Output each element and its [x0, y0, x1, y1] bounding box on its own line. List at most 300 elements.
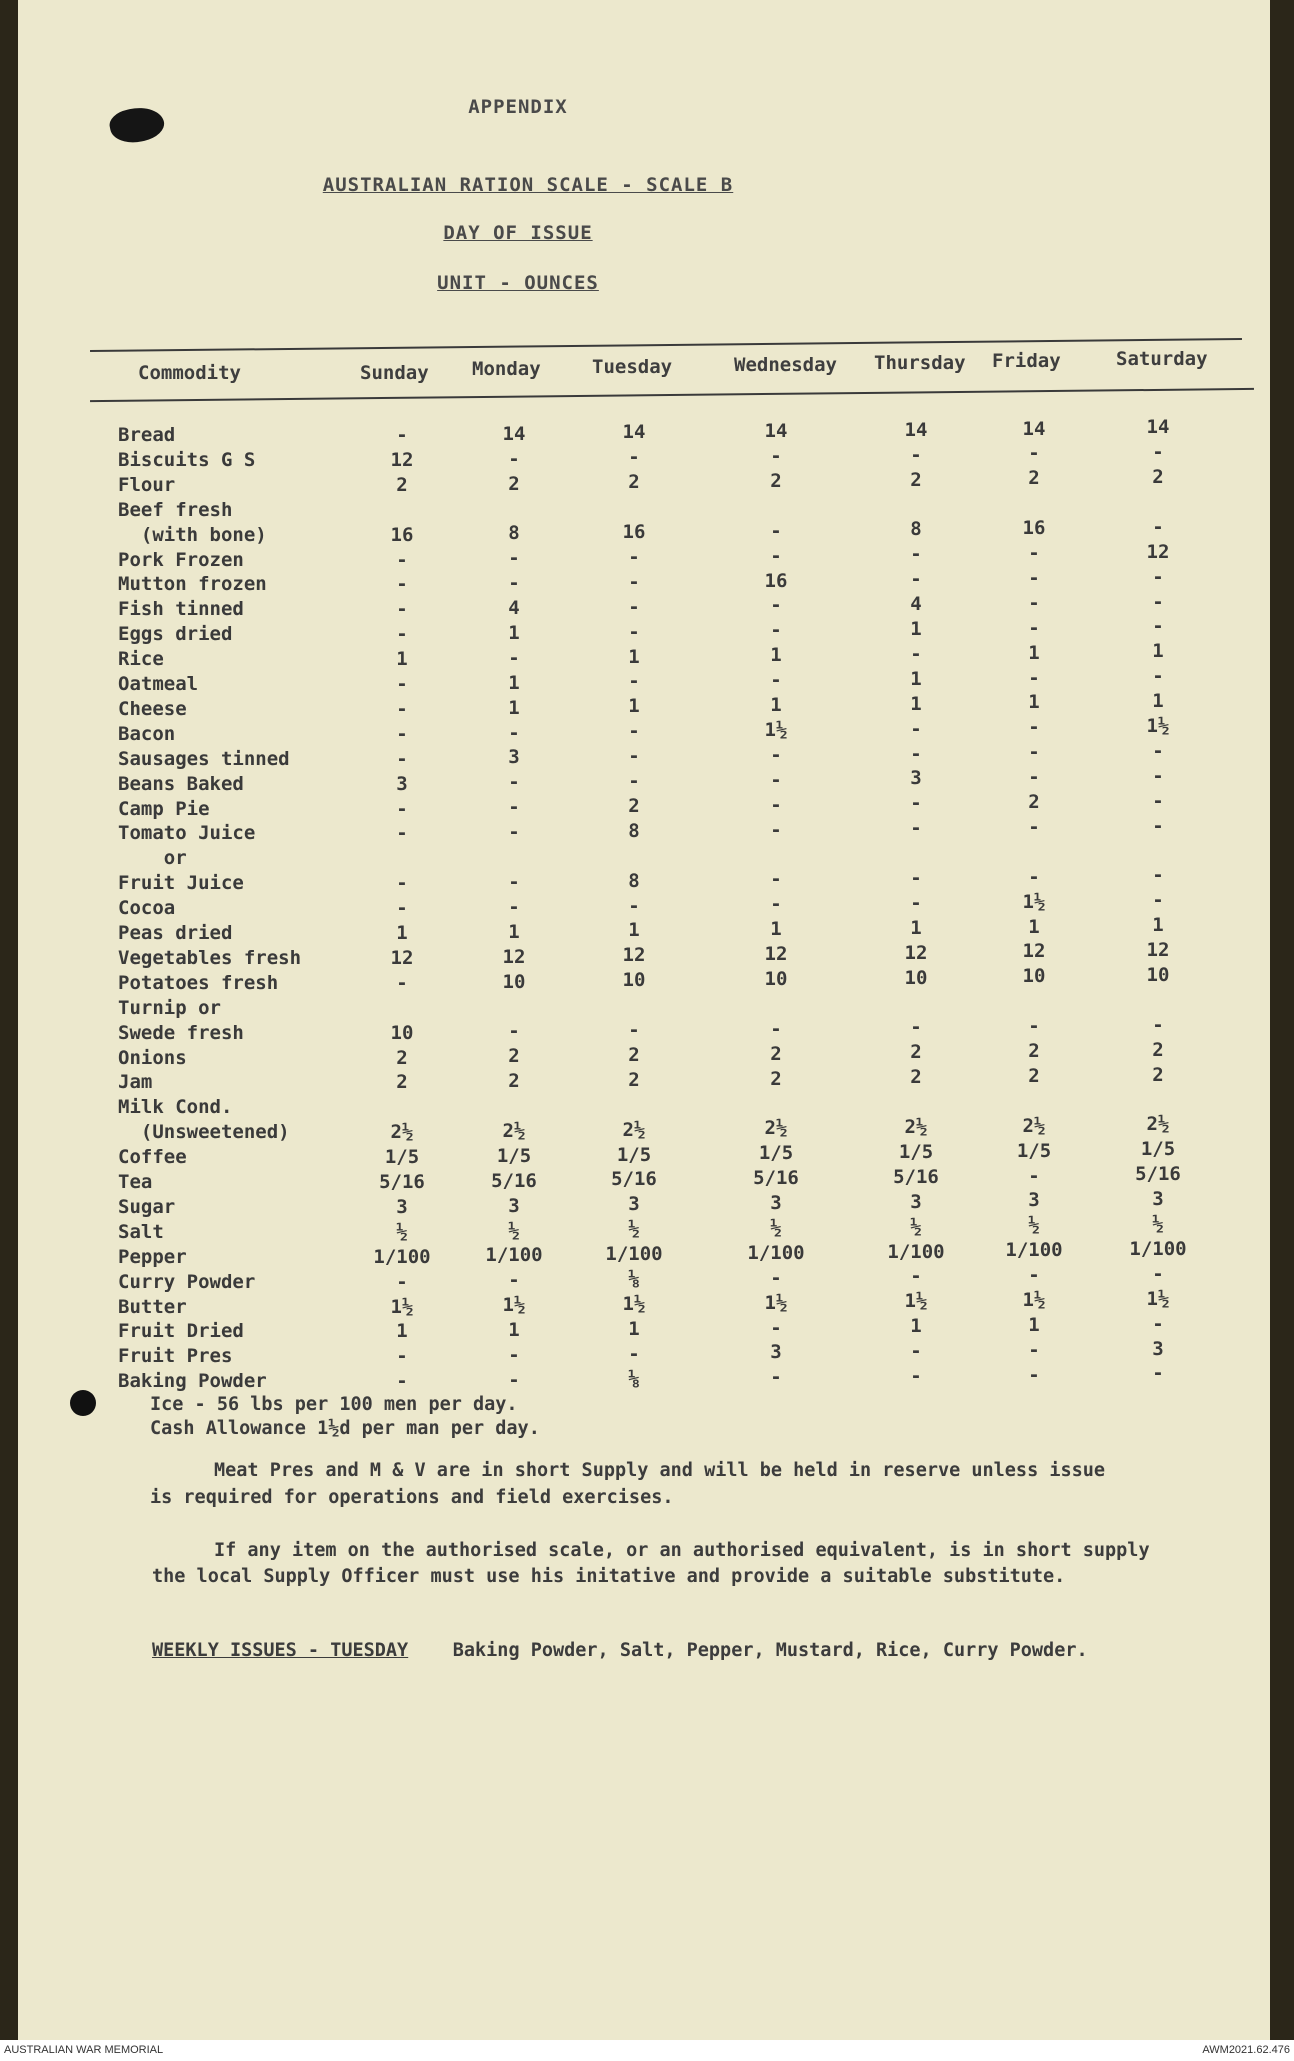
day-header-saturday: Saturday: [1116, 348, 1208, 370]
table-cell: 1½: [1146, 1287, 1170, 1310]
commodity-label: Fish tinned: [118, 598, 244, 621]
ration-table: [18, 0, 1270, 2040]
table-cell: 2: [1028, 467, 1040, 490]
table-cell: -: [910, 717, 922, 740]
table-cell: -: [770, 445, 782, 467]
commodity-label: Fruit Dried: [118, 1320, 244, 1343]
commodity-label: or: [118, 847, 187, 870]
table-cell: -: [508, 771, 520, 794]
table-cell: -: [396, 872, 408, 895]
table-cell: -: [1152, 889, 1164, 912]
table-cell: 2½: [390, 1121, 414, 1144]
table-cell: 1: [396, 922, 408, 944]
table-cell: 12: [764, 943, 788, 965]
table-cell: 5/16: [491, 1169, 537, 1192]
table-cell: -: [396, 722, 408, 745]
table-cell: -: [508, 1368, 520, 1391]
commodity-label: Cheese: [118, 697, 187, 720]
table-cell: ½: [910, 1215, 922, 1238]
weekly-issues-items: Baking Powder, Salt, Pepper, Mustard, Rice, Curry Powder.: [452, 1640, 1088, 1661]
table-cell: -: [1152, 764, 1164, 787]
table-cell: -: [910, 1265, 922, 1288]
table-cell: 2½: [764, 1117, 788, 1140]
commodity-label: Peas dried: [118, 922, 233, 944]
table-cell: -: [396, 1270, 408, 1293]
table-cell: -: [1028, 1264, 1040, 1287]
table-cell: 8: [628, 869, 640, 892]
table-cell: 1/5: [1140, 1138, 1176, 1161]
table-cell: 3: [396, 772, 408, 795]
table-cell: 1/5: [1016, 1139, 1052, 1162]
table-cell: 1½: [390, 1295, 414, 1318]
table-cell: 12: [390, 448, 414, 471]
table-cell: 2: [396, 473, 408, 496]
commodity-label: Baking Powder: [118, 1370, 267, 1393]
table-cell: 1½: [904, 1290, 928, 1313]
table-cell: 10: [390, 1021, 414, 1044]
table-cell: ½: [1028, 1214, 1040, 1237]
table-cell: 1½: [1022, 1289, 1046, 1311]
table-cell: -: [508, 821, 520, 844]
table-cell: 16: [764, 569, 788, 592]
commodity-label: Swede fresh: [118, 1021, 244, 1044]
table-cell: 1½: [502, 1294, 526, 1317]
table-cell: ½: [508, 1219, 520, 1242]
table-cell: 2: [508, 1070, 520, 1093]
table-cell: -: [770, 768, 782, 791]
table-cell: 1/100: [485, 1244, 543, 1267]
table-cell: -: [770, 1316, 782, 1339]
table-cell: 2: [1028, 1040, 1040, 1062]
table-cell: -: [770, 893, 782, 916]
table-cell: 2: [628, 1043, 640, 1066]
table-cell: 1: [508, 621, 520, 644]
table-cell: 1/100: [1129, 1237, 1187, 1260]
commodity-label: Butter: [118, 1295, 187, 1318]
table-cell: -: [1152, 515, 1164, 538]
supply-note-line2: the local Supply Officer must use his initative and provide a suitable substitute.: [152, 1566, 1066, 1587]
table-cell: 1: [1152, 914, 1164, 937]
table-cell: 10: [904, 966, 928, 989]
weekly-issues-label: WEEKLY ISSUES - TUESDAY: [152, 1640, 409, 1661]
table-cell: -: [396, 623, 408, 646]
table-cell: 1: [910, 1315, 922, 1338]
table-cell: -: [396, 673, 408, 695]
table-cell: 1: [910, 667, 922, 690]
table-cell: 1: [628, 645, 640, 668]
table-cell: 8: [628, 819, 640, 842]
commodity-label: Beans Baked: [118, 772, 244, 795]
commodity-label: Potatoes fresh: [118, 971, 279, 994]
table-cell: -: [770, 818, 782, 841]
commodity-label: Fruit Juice: [118, 872, 244, 895]
table-cell: -: [1028, 815, 1040, 838]
commodity-label: Eggs dried: [118, 623, 233, 646]
table-cell: 1½: [1146, 715, 1170, 737]
table-cell: ⅛: [628, 1268, 640, 1290]
table-cell: ½: [1152, 1213, 1164, 1235]
table-cell: 3: [396, 1195, 408, 1218]
table-cell: 16: [622, 521, 646, 543]
table-cell: 12: [1146, 540, 1170, 563]
table-cell: -: [628, 745, 640, 768]
commodity-label: (with bone): [118, 523, 267, 546]
table-cell: 3: [770, 1341, 782, 1364]
table-cell: -: [508, 572, 520, 595]
table-cell: -: [628, 770, 640, 792]
table-cell: 16: [390, 523, 414, 546]
table-cell: -: [628, 670, 640, 693]
table-cell: -: [628, 1342, 640, 1365]
commodity-header: Commodity: [138, 362, 241, 384]
table-cell: 2: [770, 1067, 782, 1090]
table-cell: -: [628, 595, 640, 618]
scale-title: AUSTRALIAN RATION SCALE - SCALE B: [322, 174, 734, 196]
table-cell: -: [1152, 864, 1164, 887]
table-cell: -: [910, 891, 922, 914]
table-cell: 5/16: [1135, 1163, 1181, 1186]
table-cell: -: [628, 570, 640, 593]
table-cell: 1/100: [747, 1241, 805, 1264]
table-cell: 2: [396, 1071, 408, 1094]
day-header-sunday: Sunday: [360, 362, 429, 384]
day-header-friday: Friday: [992, 350, 1061, 372]
table-cell: 3: [910, 1190, 922, 1213]
table-cell: -: [910, 443, 922, 466]
table-cell: 10: [764, 967, 788, 990]
table-cell: -: [628, 894, 640, 917]
ice-note: Ice - 56 lbs per 100 men per day.: [150, 1394, 518, 1415]
table-cell: -: [770, 1017, 782, 1040]
table-cell: 14: [502, 422, 526, 445]
table-cell: -: [508, 1020, 520, 1043]
cash-allowance-note: Cash Allowance 1½d per man per day.: [150, 1418, 540, 1439]
table-cell: 12: [904, 941, 928, 964]
table-cell: -: [396, 598, 408, 621]
table-cell: ⅛: [628, 1367, 640, 1390]
table-cell: -: [1028, 566, 1040, 589]
meat-pres-note-line2: is required for operations and field exercises.: [150, 1487, 674, 1508]
table-cell: -: [396, 424, 408, 446]
table-cell: 2: [628, 1068, 640, 1091]
table-cell: -: [910, 867, 922, 889]
table-cell: -: [1152, 1262, 1164, 1285]
table-cell: 5/16: [893, 1165, 939, 1188]
table-cell: 2: [910, 1041, 922, 1064]
table-cell: -: [1028, 1363, 1040, 1386]
day-of-issue-title: DAY OF ISSUE: [443, 222, 593, 244]
table-cell: 14: [1022, 417, 1046, 440]
table-cell: ½: [628, 1218, 640, 1241]
table-cell: -: [910, 568, 922, 591]
commodity-label: Beef fresh: [118, 498, 233, 521]
table-cell: -: [770, 619, 782, 642]
table-cell: 1: [628, 1317, 640, 1340]
table-cell: -: [770, 868, 782, 891]
table-cell: -: [508, 1344, 520, 1366]
table-cell: 5/16: [379, 1171, 425, 1193]
table-cell: -: [910, 1365, 922, 1387]
commodity-label: Turnip or: [118, 996, 221, 1019]
commodity-label: Camp Pie: [118, 797, 210, 820]
commodity-label: Salt: [118, 1220, 164, 1243]
commodity-label: Bacon: [118, 722, 176, 745]
commodity-label: Oatmeal: [118, 673, 199, 695]
table-cell: -: [628, 720, 640, 743]
table-cell: 1: [1152, 640, 1164, 663]
table-cell: 1: [508, 1319, 520, 1342]
table-cell: 2: [1152, 1038, 1164, 1061]
table-cell: -: [1152, 814, 1164, 837]
table-cell: 12: [502, 945, 526, 968]
table-cell: 12: [390, 946, 414, 969]
table-cell: 8: [508, 522, 520, 545]
table-cell: -: [628, 1019, 640, 1041]
table-cell: -: [396, 697, 408, 720]
table-cell: 2: [770, 1042, 782, 1065]
table-cell: -: [508, 870, 520, 893]
table-cell: -: [1152, 1362, 1164, 1385]
table-cell: -: [396, 548, 408, 571]
table-cell: -: [910, 792, 922, 815]
table-cell: 2: [1152, 1063, 1164, 1086]
table-cell: -: [396, 822, 408, 845]
table-cell: 12: [622, 944, 646, 967]
table-cell: -: [1028, 1015, 1040, 1038]
commodity-label: Onions: [118, 1046, 187, 1069]
table-cell: -: [1152, 590, 1164, 613]
table-cell: ½: [396, 1220, 408, 1243]
day-header-wednesday: Wednesday: [734, 354, 837, 376]
table-cell: 1: [770, 644, 782, 667]
commodity-label: Curry Powder: [118, 1270, 256, 1293]
table-cell: 3: [508, 746, 520, 769]
commodity-label: Sugar: [118, 1195, 176, 1218]
table-cell: 3: [770, 1192, 782, 1214]
table-cell: 1: [910, 618, 922, 640]
commodity-label: Mutton frozen: [118, 573, 267, 596]
table-cell: -: [508, 796, 520, 819]
table-cell: -: [910, 642, 922, 665]
table-cell: -: [628, 620, 640, 643]
table-cell: -: [1152, 615, 1164, 638]
weekly-issues-line: [152, 1640, 1088, 1661]
table-cell: -: [396, 897, 408, 920]
table-cell: -: [910, 742, 922, 765]
table-cell: 4: [508, 597, 520, 619]
table-cell: -: [396, 747, 408, 770]
commodity-label: Pepper: [118, 1245, 187, 1268]
commodity-label: Fruit Pres: [118, 1345, 233, 1368]
table-cell: 1: [1028, 915, 1040, 938]
table-cell: -: [508, 447, 520, 470]
table-cell: 14: [764, 420, 788, 443]
table-cell: -: [910, 1016, 922, 1039]
footer-right: AWM2021.62.476: [1202, 2044, 1290, 2056]
commodity-label: Cocoa: [118, 897, 176, 920]
table-cell: 2: [396, 1046, 408, 1069]
meat-pres-note-line1: Meat Pres and M & V are in short Supply and will be held in reserve unless issue: [214, 1460, 1106, 1481]
table-cell: -: [910, 1340, 922, 1363]
table-cell: 3: [1152, 1337, 1164, 1360]
commodity-label: Milk Cond.: [118, 1096, 233, 1119]
table-cell: 3: [910, 767, 922, 790]
commodity-label: Coffee: [118, 1146, 187, 1169]
table-cell: 5/16: [753, 1167, 799, 1190]
table-cell: -: [1152, 789, 1164, 812]
table-cell: 1: [1152, 690, 1164, 713]
table-cell: 1½: [1022, 890, 1046, 913]
table-cell: 2½: [1146, 1113, 1170, 1136]
table-cell: 2: [508, 472, 520, 495]
table-cell: -: [1028, 716, 1040, 739]
table-cell: 1: [508, 671, 520, 694]
table-cell: 1: [508, 696, 520, 719]
footer-left: AUSTRALIAN WAR MEMORIAL: [4, 2044, 164, 2056]
table-cell: 3: [1028, 1189, 1040, 1212]
table-cell: -: [1152, 441, 1164, 464]
commodity-label: Tomato Juice: [118, 822, 256, 845]
table-cell: 1: [1028, 1313, 1040, 1336]
table-cell: 2½: [1022, 1114, 1046, 1137]
table-cell: 2: [508, 1045, 520, 1068]
table-cell: -: [1028, 766, 1040, 789]
table-cell: 14: [1146, 416, 1170, 439]
table-cell: -: [396, 573, 408, 596]
table-cell: 1: [1028, 641, 1040, 664]
table-cell: -: [770, 594, 782, 617]
table-cell: 4: [910, 593, 922, 616]
commodity-label: Biscuits G S: [118, 448, 256, 471]
table-cell: 1: [628, 695, 640, 718]
table-cell: -: [770, 544, 782, 567]
table-cell: -: [396, 971, 408, 994]
commodity-label: Rice: [118, 648, 164, 671]
table-cell: ½: [770, 1216, 782, 1239]
table-cell: -: [1152, 565, 1164, 588]
table-cell: -: [910, 817, 922, 840]
table-cell: 1: [910, 916, 922, 939]
table-cell: -: [1028, 591, 1040, 614]
table-cell: -: [1028, 542, 1040, 564]
table-cell: -: [396, 1345, 408, 1368]
commodity-label: Bread: [118, 424, 176, 446]
day-header-thursday: Thursday: [874, 352, 966, 374]
table-cell: 1½: [622, 1292, 646, 1315]
table-cell: -: [770, 743, 782, 766]
table-cell: 1/100: [887, 1240, 945, 1263]
table-cell: 16: [1022, 517, 1046, 540]
table-cell: -: [1028, 616, 1040, 639]
table-cell: 1: [770, 918, 782, 941]
table-cell: 1/100: [1005, 1239, 1063, 1262]
table-cell: -: [1028, 865, 1040, 888]
table-cell: -: [508, 895, 520, 918]
table-row: [18, 1063, 1270, 1097]
table-cell: -: [770, 793, 782, 816]
table-cell: 14: [904, 418, 928, 441]
table-cell: -: [628, 446, 640, 469]
table-cell: -: [1028, 1164, 1040, 1187]
table-cell: 14: [622, 421, 646, 444]
table-cell: 2: [628, 471, 640, 494]
commodity-label: Flour: [118, 473, 176, 496]
table-cell: -: [508, 646, 520, 669]
table-cell: 1/100: [373, 1245, 431, 1268]
day-header-monday: Monday: [472, 358, 541, 380]
table-cell: -: [1028, 666, 1040, 689]
table-cell: -: [770, 1366, 782, 1389]
table-cell: -: [508, 1269, 520, 1292]
table-cell: 1: [628, 919, 640, 942]
table-cell: 3: [628, 1193, 640, 1216]
table-cell: 5/16: [611, 1168, 657, 1191]
table-cell: 2: [1152, 466, 1164, 488]
table-cell: 2½: [502, 1119, 526, 1142]
table-cell: 1: [910, 692, 922, 715]
table-cell: 3: [508, 1194, 520, 1217]
table-cell: -: [1028, 1338, 1040, 1361]
commodity-label: (Unsweetened): [118, 1121, 290, 1144]
table-row: [18, 814, 1270, 848]
table-row: [18, 466, 1270, 500]
commodity-label: Tea: [118, 1171, 153, 1193]
table-cell: 2: [1028, 791, 1040, 813]
table-cell: -: [770, 1266, 782, 1289]
table-cell: 8: [910, 518, 922, 541]
table-cell: 2: [910, 1066, 922, 1089]
table-cell: -: [508, 547, 520, 570]
table-cell: 1/5: [384, 1146, 420, 1169]
table-cell: -: [770, 669, 782, 692]
table-cell: 10: [502, 970, 526, 993]
table-cell: 1½: [764, 718, 788, 741]
table-cell: 1/5: [898, 1140, 934, 1163]
table-cell: 1: [396, 648, 408, 671]
table-cell: 10: [1146, 964, 1170, 986]
table-cell: 2: [1028, 1064, 1040, 1087]
table-cell: 3: [1152, 1188, 1164, 1211]
unit-title: UNIT - OUNCES: [437, 272, 599, 294]
table-cell: 12: [1022, 940, 1046, 963]
table-cell: -: [1028, 741, 1040, 764]
table-cell: -: [1152, 739, 1164, 762]
table-cell: 2½: [904, 1116, 928, 1138]
table-cell: 1/100: [605, 1243, 663, 1266]
table-cell: -: [396, 1370, 408, 1393]
table-cell: 2½: [622, 1118, 646, 1141]
table-cell: 1: [396, 1320, 408, 1343]
table-cell: 2: [770, 469, 782, 492]
table-cell: 2: [628, 794, 640, 817]
weekly-issues-spacer: [419, 1640, 441, 1661]
table-cell: -: [508, 721, 520, 744]
table-cell: 10: [1022, 965, 1046, 988]
table-cell: -: [1028, 442, 1040, 465]
table-cell: -: [910, 543, 922, 566]
table-cell: 12: [1146, 939, 1170, 962]
table-cell: -: [396, 797, 408, 820]
table-row: [18, 964, 1270, 998]
table-cell: -: [628, 545, 640, 568]
table-cell: 2: [910, 468, 922, 491]
table-cell: 1½: [764, 1291, 788, 1314]
table-cell: -: [770, 519, 782, 542]
table-cell: 1: [1028, 691, 1040, 714]
commodity-label: Jam: [118, 1071, 153, 1094]
appendix-title: APPENDIX: [468, 96, 568, 118]
table-cell: 1: [770, 694, 782, 716]
